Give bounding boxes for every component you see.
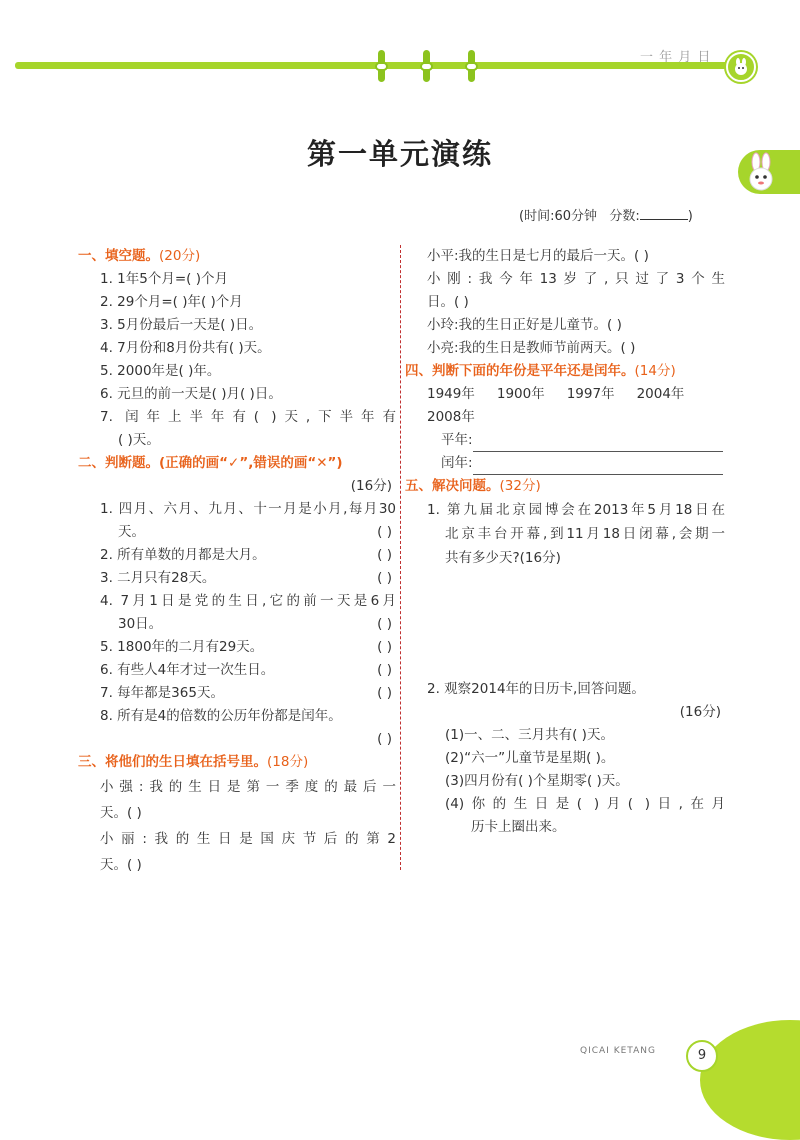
list-item: 2. 观察2014年的日历卡,回答问题。 (427, 681, 645, 697)
list-item: 1. 1年5个月=( )个月 (100, 271, 228, 287)
list-item: 小亮:我的生日是教师节前两天。( ) (427, 340, 636, 356)
leap-year-field[interactable] (473, 458, 723, 475)
answer-paren[interactable]: ( ) (377, 547, 392, 563)
list-item: 6. 有些人4年才过一次生日。 ( ) (78, 659, 396, 682)
list-item: (1)一、二、三月共有( )天。 (445, 727, 614, 743)
list-item: ( )天。 (118, 432, 160, 448)
answer-paren[interactable]: ( ) (377, 524, 392, 540)
rabbit-badge-icon (726, 52, 756, 82)
list-item: 天。 ( ) (78, 521, 396, 544)
time-limit: (时间:60分钟 (519, 209, 597, 224)
leap-year-row: 闰年: (405, 452, 725, 475)
date-label: 一 年 月 日 (640, 50, 712, 65)
footer-brand: QICAI KETANG (580, 1046, 656, 1056)
list-item: (4)你的生日是( )月( )日,在月 (445, 796, 725, 812)
list-item: 小平:我的生日是七月的最后一天。( ) (427, 248, 649, 264)
list-item: 3. 5月份最后一天是( )日。 (100, 317, 263, 333)
answer-paren[interactable]: ( ) (377, 731, 392, 747)
section-points: (16分) (679, 704, 721, 720)
right-column (405, 245, 725, 839)
answer-paren[interactable]: ( ) (377, 616, 392, 632)
list-item: 4. 7月份和8月份共有( )天。 (100, 340, 271, 356)
list-item: 天。( ) (100, 805, 142, 821)
year-list: 1949年 1900年 1997年 2004年 (427, 386, 685, 402)
answer-paren[interactable]: ( ) (377, 570, 392, 586)
page-title: 第一单元演练 (306, 137, 493, 171)
list-item: 共有多少天?(16分) (445, 550, 561, 566)
list-item: 历卡上圈出来。 (471, 819, 566, 835)
list-item: 小刚:我今年13岁了,只过了3个生 (427, 271, 725, 287)
common-year-row: 平年: (405, 429, 725, 452)
section-points: (16分) (350, 478, 392, 494)
page-number: 9 (686, 1040, 718, 1072)
column-divider (400, 245, 401, 870)
binder-ring-icon (423, 50, 430, 82)
score-label: 分数: (609, 209, 640, 224)
list-item: 7. 每年都是365天。 ( ) (78, 682, 396, 705)
list-item: 3. 二月只有28天。 ( ) (78, 567, 396, 590)
list-item: 小强:我的生日是第一季度的最后一 (100, 779, 396, 795)
list-item: 1. 第九届北京园博会在2013年5月18日在 (427, 502, 725, 518)
list-item: 4. 7月1日是党的生日,它的前一天是6月 (100, 593, 396, 609)
list-item: 小玲:我的生日正好是儿童节。( ) (427, 317, 622, 333)
list-item: 2. 所有单数的月都是大月。 ( ) (78, 544, 396, 567)
list-item: 北京丰台开幕,到11月18日闭幕,会期一 (445, 526, 725, 542)
binder-ring-icon (468, 50, 475, 82)
list-item: 日。( ) (427, 294, 469, 310)
section-heading: 三、将他们的生日填在括号里。(18分) (78, 754, 309, 770)
time-score-line: (时间:60分钟 分数: ) (519, 209, 693, 224)
answer-paren[interactable]: ( ) (377, 685, 392, 701)
section-heading: 五、解决问题。(32分) (405, 478, 541, 494)
list-item: 5. 1800年的二月有29天。 ( ) (78, 636, 396, 659)
common-year-field[interactable] (473, 435, 723, 452)
header-rule (15, 62, 730, 69)
binder-ring-icon (378, 50, 385, 82)
list-item: 30日。 ( ) (78, 613, 396, 636)
corner-decoration (700, 1020, 800, 1140)
list-item: 天。( ) (100, 857, 142, 873)
left-column (78, 245, 396, 878)
list-item: 2. 29个月=( )年( )个月 (100, 294, 243, 310)
list-item: 小丽:我的生日是国庆节后的第2 (100, 831, 396, 847)
section-heading: 一、填空题。(20分) (78, 248, 201, 264)
score-blank[interactable] (640, 207, 688, 220)
list-item: (2)“六一”儿童节是星期( )。 (445, 750, 615, 766)
section-heading: 四、判断下面的年份是平年还是闰年。(14分) (405, 363, 676, 379)
list-item: (3)四月份有( )个星期零( )天。 (445, 773, 629, 789)
list-item: 7. 闰年上半年有( )天,下半年有 (100, 409, 396, 425)
list-item: 6. 元旦的前一天是( )月( )日。 (100, 386, 282, 402)
answer-space[interactable] (405, 570, 725, 678)
answer-paren[interactable]: ( ) (377, 662, 392, 678)
list-item: 2008年 (427, 409, 475, 425)
list-item (78, 728, 396, 751)
answer-paren[interactable]: ( ) (377, 639, 392, 655)
list-item: 5. 2000年是( )年。 (100, 363, 221, 379)
list-item: 1. 四月、六月、九月、十一月是小月,每月30 (100, 501, 396, 517)
list-item: 8. 所有是4的倍数的公历年份都是闰年。 (100, 708, 342, 724)
section-heading: 二、判断题。(正确的画“✓”,错误的画“✕”) (78, 455, 343, 471)
